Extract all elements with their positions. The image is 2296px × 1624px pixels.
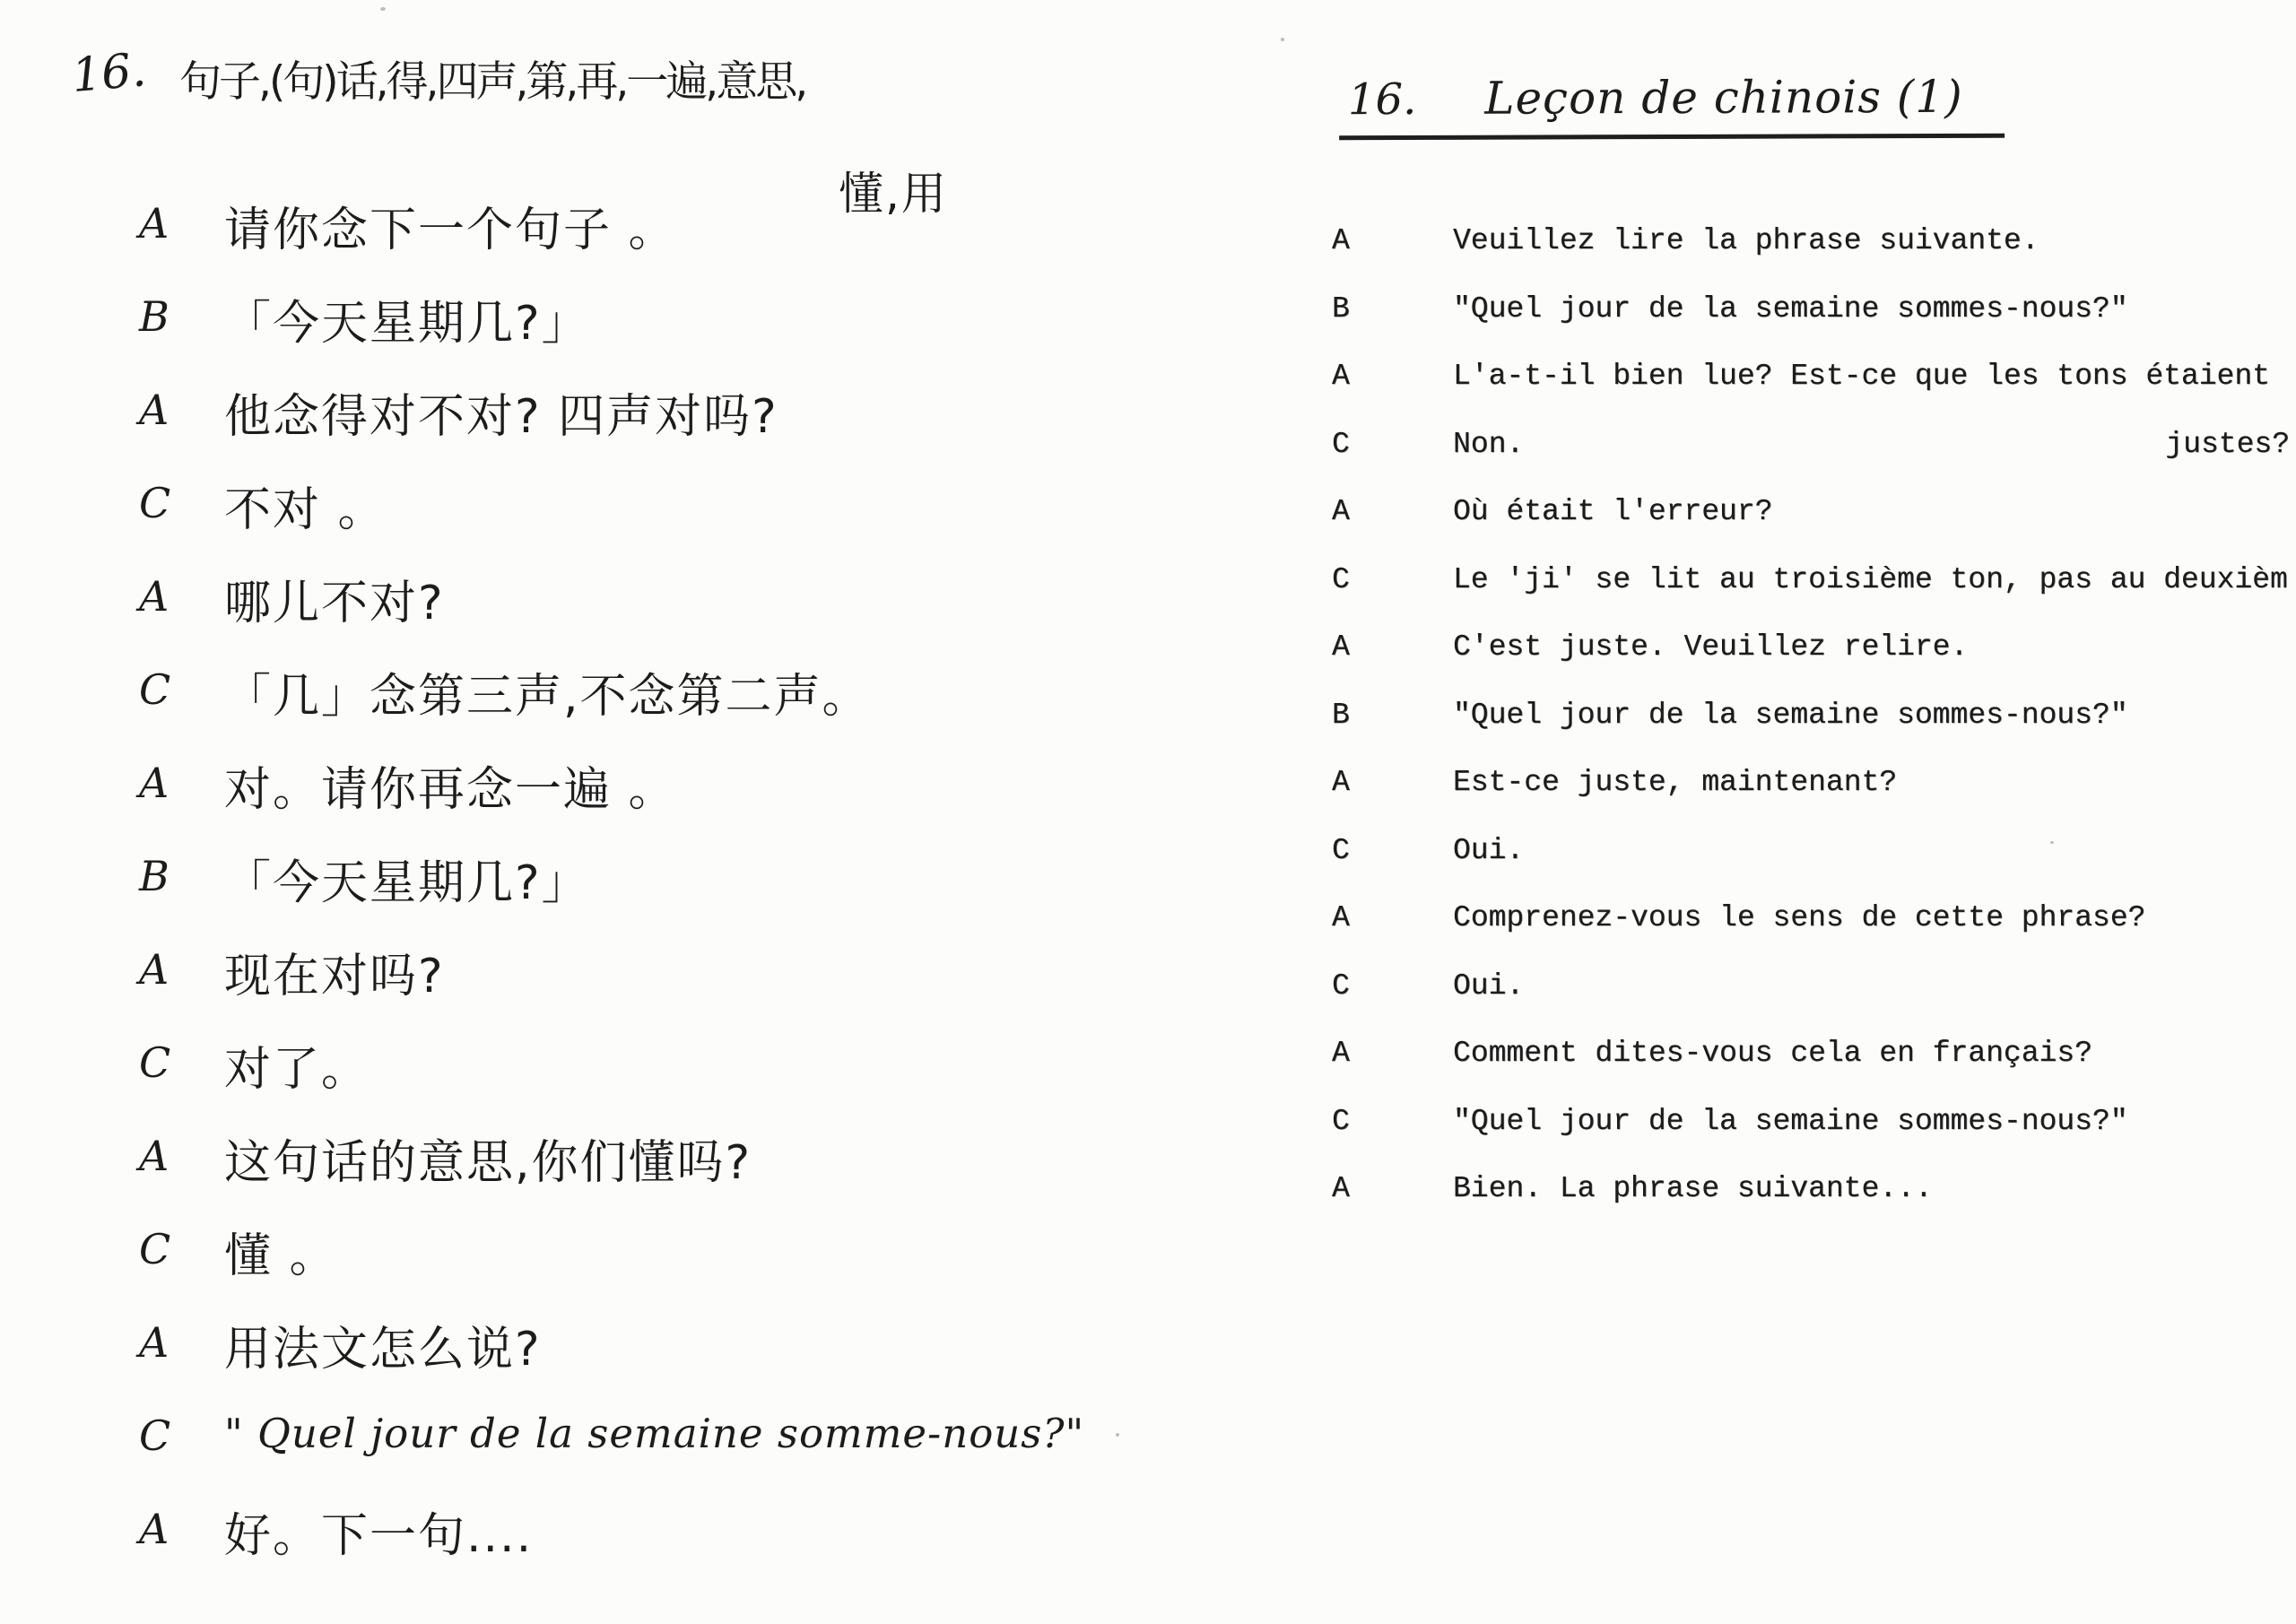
speaker-label: A: [139, 759, 170, 807]
dialogue-text: 对。请你再念一遍 。: [224, 763, 677, 817]
dialogue-line: [1332, 1105, 2292, 1173]
speaker-label: A: [1332, 1172, 1350, 1205]
dialogue-line: [139, 472, 1084, 565]
scan-speckle: [2050, 841, 2054, 844]
speaker-label: C: [1332, 562, 1350, 596]
speaker-label: A: [139, 945, 170, 994]
speaker-label: B: [139, 292, 170, 341]
dialogue-text: Le 'ji' se lit au troisième ton, pas au deuxièm: [1453, 562, 2288, 596]
french-dialogue: [1332, 224, 2292, 1240]
speaker-label: C: [1332, 1104, 1350, 1138]
dialogue-line: [139, 192, 1084, 285]
dialogue-text: 懂 。: [224, 1229, 338, 1283]
dialogue-line: [139, 285, 1084, 378]
dialogue-text: Veuillez lire la phrase suivante.: [1453, 224, 2039, 257]
speaker-label: C: [1332, 833, 1350, 867]
speaker-label: A: [139, 386, 170, 434]
dialogue-text: "Quel jour de la semaine sommes-nous?": [1453, 698, 2128, 732]
scan-speckle: [1281, 38, 1284, 41]
lesson-title-underlined: [1339, 71, 2005, 141]
dialogue-text: 「今天星期几?」: [224, 297, 590, 351]
speaker-label: C: [139, 1411, 171, 1460]
dialogue-text: 「几」念第三声,不念第二声。: [224, 670, 871, 724]
speaker-label: A: [1332, 766, 1350, 799]
dialogue-line: [1332, 360, 2292, 428]
speaker-label: B: [139, 852, 170, 900]
dialogue-line: [1332, 428, 2292, 496]
dialogue-text: 他念得对不对? 四声对吗?: [224, 390, 778, 444]
left-header: [69, 43, 806, 109]
speaker-label: C: [139, 1038, 171, 1087]
speaker-label: A: [139, 1505, 170, 1553]
speaker-label: C: [139, 665, 171, 714]
dialogue-line: [139, 1218, 1084, 1311]
speaker-label: A: [139, 1318, 170, 1367]
dialogue-text: Est-ce juste, maintenant?: [1453, 766, 1898, 799]
dialogue-line: [139, 1498, 1084, 1591]
dialogue-text: Non.: [1453, 427, 1525, 461]
scan-speckle: [380, 7, 386, 11]
dialogue-text: L'a-t-il bien lue? Est-ce que les tons étaient: [1453, 360, 2270, 393]
speaker-label: A: [1332, 630, 1350, 664]
speaker-label: A: [139, 1132, 170, 1180]
dialogue-line: [1332, 292, 2292, 360]
dialogue-text: "Quel jour de la semaine sommes-nous?": [1453, 291, 2128, 326]
dialogue-line: [139, 1404, 1084, 1498]
right-lesson-number: 16.: [1347, 74, 1417, 126]
dialogue-text: " Quel jour de la semaine somme-nous?": [224, 1410, 1085, 1457]
dialogue-line: [1332, 563, 2292, 631]
dialogue-text: 请你念下一个句子 。: [224, 204, 677, 257]
speaker-label: C: [1332, 427, 1350, 461]
dialogue-text: 不对 。: [224, 483, 387, 537]
dialogue-text: 好。下一句....: [224, 1509, 534, 1563]
speaker-label: A: [1332, 1037, 1350, 1070]
dialogue-line: [1332, 901, 2292, 969]
dialogue-line: [139, 1311, 1084, 1404]
chinese-dialogue: [139, 192, 1084, 1591]
dialogue-text: Bien. La phrase suivante...: [1453, 1172, 1933, 1205]
dialogue-text: "Quel jour de la semaine sommes-nous?": [1453, 1104, 2128, 1138]
speaker-label: A: [1332, 360, 1350, 393]
dialogue-line: [1332, 630, 2292, 699]
speaker-label: C: [1332, 968, 1350, 1003]
dialogue-line: [1332, 1172, 2292, 1240]
dialogue-line: [1332, 699, 2292, 767]
dialogue-line: [139, 751, 1084, 845]
dialogue-text: Comment dites-vous cela en français?: [1453, 1037, 2092, 1070]
wrapped-word: justes?: [2165, 427, 2290, 461]
dialogue-text: 现在对吗?: [224, 950, 445, 1003]
dialogue-line: [139, 1125, 1084, 1218]
dialogue-line: [1332, 766, 2292, 834]
speaker-label: A: [139, 572, 170, 621]
scan-speckle: [1116, 1433, 1119, 1437]
dialogue-line: [1332, 495, 2292, 563]
dialogue-text: 对了。: [224, 1043, 370, 1097]
dialogue-line: [139, 658, 1084, 751]
dialogue-text: Comprenez-vous le sens de cette phrase?: [1453, 901, 2146, 934]
dialogue-line: [139, 1031, 1084, 1125]
dialogue-text: 用法文怎么说?: [224, 1323, 542, 1376]
speaker-label: C: [139, 1225, 171, 1273]
speaker-label: B: [1332, 291, 1350, 326]
vocabulary-list: 句子,(句)话,得,四声,第,再,一遍,意思,: [179, 57, 806, 107]
dialogue-text: 哪儿不对?: [224, 577, 445, 630]
speaker-label: A: [1332, 224, 1350, 257]
dialogue-line: [1332, 834, 2292, 902]
dialogue-line: [1332, 969, 2292, 1038]
left-lesson-number: 16.: [69, 43, 149, 104]
dialogue-line: [139, 378, 1084, 472]
dialogue-text: 这句话的意思,你们懂吗?: [224, 1136, 752, 1190]
vocabulary-overflow: 懂,用: [839, 168, 948, 220]
speaker-label: B: [1332, 698, 1350, 732]
speaker-label: C: [139, 479, 171, 527]
dialogue-text: Oui.: [1453, 833, 1525, 867]
dialogue-text: Où était l'erreur?: [1453, 495, 1773, 528]
speaker-label: A: [1332, 901, 1350, 934]
dialogue-text: Oui.: [1453, 968, 1525, 1003]
speaker-label: A: [1332, 495, 1350, 528]
speaker-label: A: [139, 199, 170, 248]
dialogue-text: C'est juste. Veuillez relire.: [1453, 630, 1969, 664]
dialogue-line: [1332, 224, 2292, 292]
dialogue-text: 「今天星期几?」: [224, 856, 590, 910]
dialogue-line: [139, 565, 1084, 658]
dialogue-line: [139, 938, 1084, 1031]
lesson-title: Leçon de chinois (1): [1484, 70, 1963, 125]
dialogue-line: [139, 845, 1084, 938]
dialogue-line: [1332, 1037, 2292, 1105]
